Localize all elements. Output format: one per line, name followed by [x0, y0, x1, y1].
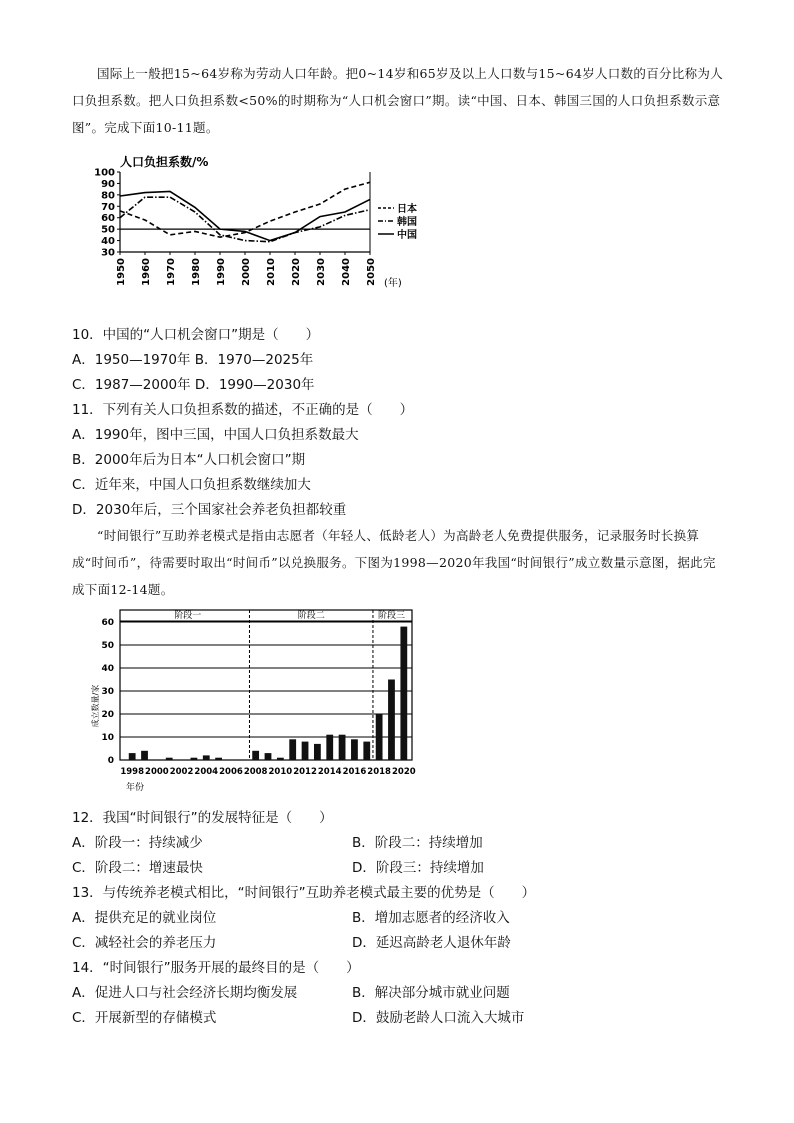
- chart2-x-tick-label: 2004: [194, 767, 219, 777]
- chart1-x-tick-label: 2010: [266, 258, 277, 286]
- chart2-bar-2018: [376, 714, 383, 760]
- chart2-y-tick-label: 40: [101, 664, 114, 674]
- chart1-y-tick-label: 50: [101, 224, 115, 236]
- chart1-y-tick-label: 40: [101, 236, 115, 248]
- chart2-y-tick-label: 30: [101, 687, 114, 697]
- chart2-bar-2015: [339, 735, 346, 760]
- question-11-option-a[interactable]: A．1990年，图中三国，中国人口负担系数最大: [72, 427, 359, 443]
- question-11-option-b[interactable]: B．2000年后为日本“人口机会窗口”期: [72, 452, 306, 468]
- chart1-y-tick-label: 60: [101, 213, 115, 225]
- chart1-title: 人口负担系数/%: [120, 155, 209, 169]
- chart1-y-tick-label: 70: [101, 201, 115, 213]
- question-14-option-a[interactable]: A．促进人口与社会经济长期均衡发展: [72, 985, 298, 1001]
- question-14-option-d[interactable]: D．鼓励老龄人口流入大城市: [352, 1010, 525, 1026]
- question-11-stem: 11．下列有关人口负担系数的描述，不正确的是（ ）: [72, 402, 414, 418]
- chart2-xlabel: 年份: [126, 783, 145, 793]
- chart2-y-tick-label: 10: [101, 733, 114, 743]
- chart1-x-tick-label: 1980: [191, 258, 202, 286]
- chart1-x-tick-label: 1970: [166, 258, 177, 286]
- chart2-bar-2013: [314, 744, 321, 760]
- question-12-option-c[interactable]: C．阶段二：增速最快: [72, 860, 203, 876]
- chart2-bar-2004: [203, 755, 210, 760]
- question-12-stem: 12．我国“时间银行”的发展特征是（ ）: [72, 810, 333, 826]
- chart1-legend-label: 韩国: [397, 217, 417, 228]
- chart2-x-tick-label: 2002: [169, 767, 194, 777]
- question-11-option-c[interactable]: C．近年来，中国人口负担系数继续加大: [72, 477, 311, 493]
- chart1-y-tick-label: 100: [94, 167, 115, 179]
- chart2-y-tick-label: 60: [101, 618, 114, 628]
- chart2-x-tick-label: 2000: [145, 767, 169, 777]
- question-12-option-b[interactable]: B．阶段二：持续增加: [352, 835, 483, 851]
- chart2-y-tick-label: 0: [107, 756, 114, 766]
- chart1-y-tick-label: 90: [101, 178, 115, 190]
- chart1-x-tick-label: 2000: [241, 258, 252, 286]
- chart2-x-tick-label: 2006: [219, 767, 243, 777]
- chart2-x-tick-label: 2012: [293, 767, 317, 777]
- chart2-x-tick-label: 1998: [120, 767, 145, 777]
- chart2-x-tick-label: 2008: [243, 767, 268, 777]
- intro-paragraph-1: 国际上一般把15~64岁称为劳动人口年龄。把0~14岁和65岁及以上人口数与15~64岁人口数的百分比称为人口负担系数。把人口负担系数<50%的时期称为“人口机会窗口”期。读“中国、日本、韩国三国的人口负担系数示意图”。完成下面10-11题。: [72, 66, 724, 135]
- chart2-stage-label: 阶段二: [297, 611, 325, 621]
- chart1-y-tick-label: 80: [101, 190, 115, 202]
- chart2-bar-2014: [326, 735, 333, 760]
- time-bank-bar-chart: [84, 606, 424, 796]
- chart2-y-tick-label: 50: [101, 641, 114, 651]
- chart1-legend-label: 日本: [397, 204, 417, 215]
- chart2-bar-2019: [388, 680, 395, 761]
- chart2-bar-2017: [363, 742, 370, 760]
- chart2-bar-1998: [129, 753, 136, 760]
- chart2-ylabel: 成立数量/家: [91, 684, 100, 728]
- chart2-bar-2005: [215, 758, 222, 760]
- chart2-x-tick-label: 2016: [342, 767, 367, 777]
- chart2-bar-2009: [265, 753, 272, 760]
- chart1-y-tick-label: 30: [101, 247, 115, 259]
- chart2-x-tick-label: 2020: [391, 767, 416, 777]
- question-12-option-d[interactable]: D．阶段三：持续增加: [352, 860, 484, 876]
- chart2-bar-2010: [277, 758, 284, 760]
- question-10-options-ab[interactable]: A．1950—1970年 B．1970—2025年: [72, 352, 314, 368]
- chart1-series-韩国: [120, 197, 370, 242]
- question-13-option-c[interactable]: C．减轻社会的养老压力: [72, 935, 217, 951]
- chart2-y-tick-label: 20: [101, 710, 114, 720]
- chart2-bar-2003: [191, 758, 198, 760]
- question-10-options-cd[interactable]: C．1987—2000年 D．1990—2030年: [72, 377, 315, 393]
- chart2-bar-2011: [289, 739, 296, 760]
- question-13-option-d[interactable]: D．延迟高龄老人退休年龄: [352, 935, 511, 951]
- chart2-bar-2012: [302, 742, 309, 760]
- question-10-stem: 10．中国的“人口机会窗口”期是（ ）: [72, 327, 320, 343]
- chart2-bar-1999: [141, 751, 148, 760]
- chart2-stage-label: 阶段一: [174, 611, 202, 621]
- chart2-bar-2008: [252, 751, 259, 760]
- chart2-frame: [120, 610, 412, 760]
- chart1-x-unit: (年): [384, 278, 402, 289]
- chart1-x-tick-label: 1990: [216, 258, 227, 286]
- chart2-x-tick-label: 2014: [317, 767, 342, 777]
- chart1-x-tick-label: 1950: [116, 258, 127, 286]
- question-12-option-a[interactable]: A．阶段一：持续减少: [72, 835, 203, 851]
- dependency-ratio-chart: [88, 150, 418, 300]
- intro-paragraph-2: “时间银行”互助养老模式是指由志愿者（年轻人、低龄老人）为高龄老人免费提供服务，记录服务时长换算成“时间币”，待需要时取出“时间币”以兑换服务。下图为1998—2020年我国“时间银行”成立数量示意图，据此完成下面12-14题。: [72, 528, 716, 597]
- chart2-stage-label: 阶段三: [377, 611, 405, 621]
- chart2-x-tick-label: 2018: [367, 767, 391, 777]
- chart1-x-tick-label: 2020: [291, 258, 302, 286]
- question-14-option-b[interactable]: B．解决部分城市就业问题: [352, 985, 510, 1001]
- question-13-option-a[interactable]: A．提供充足的就业岗位: [72, 910, 217, 926]
- question-13-stem: 13．与传统养老模式相比，“时间银行”互助养老模式最主要的优势是（ ）: [72, 885, 536, 901]
- chart1-legend-label: 中国: [397, 230, 417, 241]
- chart1-x-tick-label: 1960: [141, 258, 152, 286]
- question-14-stem: 14．“时间银行”服务开展的最终目的是（ ）: [72, 960, 360, 976]
- question-13-option-b[interactable]: B．增加志愿者的经济收入: [352, 910, 510, 926]
- chart1-x-tick-label: 2050: [366, 258, 377, 286]
- chart2-bar-2020: [400, 627, 407, 760]
- question-11-option-d[interactable]: D．2030年后，三个国家社会养老负担都较重: [72, 502, 347, 518]
- chart1-x-tick-label: 2030: [316, 258, 327, 286]
- chart1-x-tick-label: 2040: [341, 258, 352, 286]
- question-14-option-c[interactable]: C．开展新型的存储模式: [72, 1010, 217, 1026]
- chart2-bar-2001: [166, 758, 173, 760]
- chart2-x-tick-label: 2010: [268, 767, 293, 777]
- chart2-bar-2016: [351, 739, 358, 760]
